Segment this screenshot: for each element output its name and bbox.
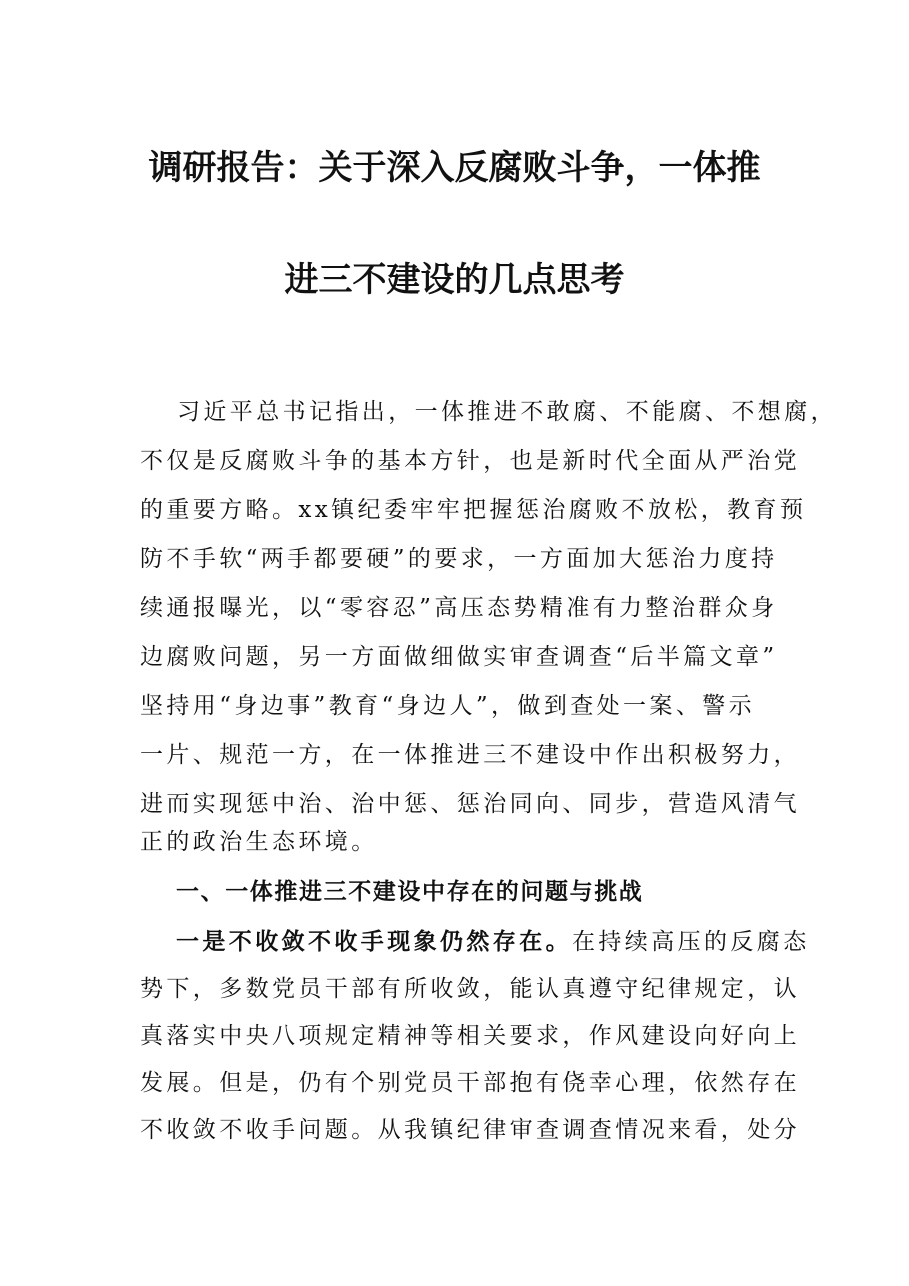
paragraph-1-line: 续通报曝光，以“零容忍”高压态势精准有力整治群众身 — [140, 595, 778, 621]
paragraph-1-line: 坚持用“身边事”教育“身边人”，做到查处一案、警示 — [140, 693, 756, 719]
paragraph-1-line: 边腐败问题，另一方面做细做实审查调查“后半篇文章” — [140, 644, 778, 670]
paragraph-1-line: 习近平总书记指出，一体推进不敢腐、不能腐、不想腐， — [177, 399, 837, 425]
paragraph-2-line: 势下，多数党员干部有所收敛，能认真遵守纪律规定，认 — [140, 976, 800, 1002]
paragraph-2-line: 不收敛不收手问题。从我镇纪律审查调查情况来看，处分 — [140, 1117, 800, 1143]
document-title-line-1: 调研报告：关于深入反腐败斗争，一体推 — [148, 148, 761, 188]
paragraph-2-line: 真落实中央八项规定精神等相关要求，作风建设向好向上 — [140, 1023, 800, 1049]
paragraph-2-line: 发展。但是，仍有个别党员干部抱有侥幸心理，依然存在 — [140, 1070, 800, 1096]
paragraph-1-line: 进而实现惩中治、治中惩、惩治同向、同步，营造风清气 — [140, 791, 800, 817]
paragraph-2-first-line — [176, 928, 816, 956]
document-title-line-2: 进三不建设的几点思考 — [284, 260, 625, 300]
paragraph-2-first-rest: 在持续高压的反腐态 — [572, 929, 810, 955]
paragraph-1-line: 一片、规范一方，在一体推进三不建设中作出积极努力， — [140, 742, 800, 768]
paragraph-1-line: 防不手软“两手都要硬”的要求，一方面加大惩治力度持 — [140, 546, 778, 572]
section-1-heading: 一、一体推进三不建设中存在的问题与挑战 — [176, 878, 644, 905]
paragraph-1-line: 正的政治生态环境。 — [140, 829, 378, 855]
paragraph-2-lead: 一是不收敛不收手现象仍然存在。 — [176, 928, 572, 955]
paragraph-1-line: 不仅是反腐败斗争的基本方针，也是新时代全面从严治党 — [140, 448, 800, 474]
paragraph-1-line: 的重要方略。xx镇纪委牢牢把握惩治腐败不放松，教育预 — [140, 497, 807, 523]
